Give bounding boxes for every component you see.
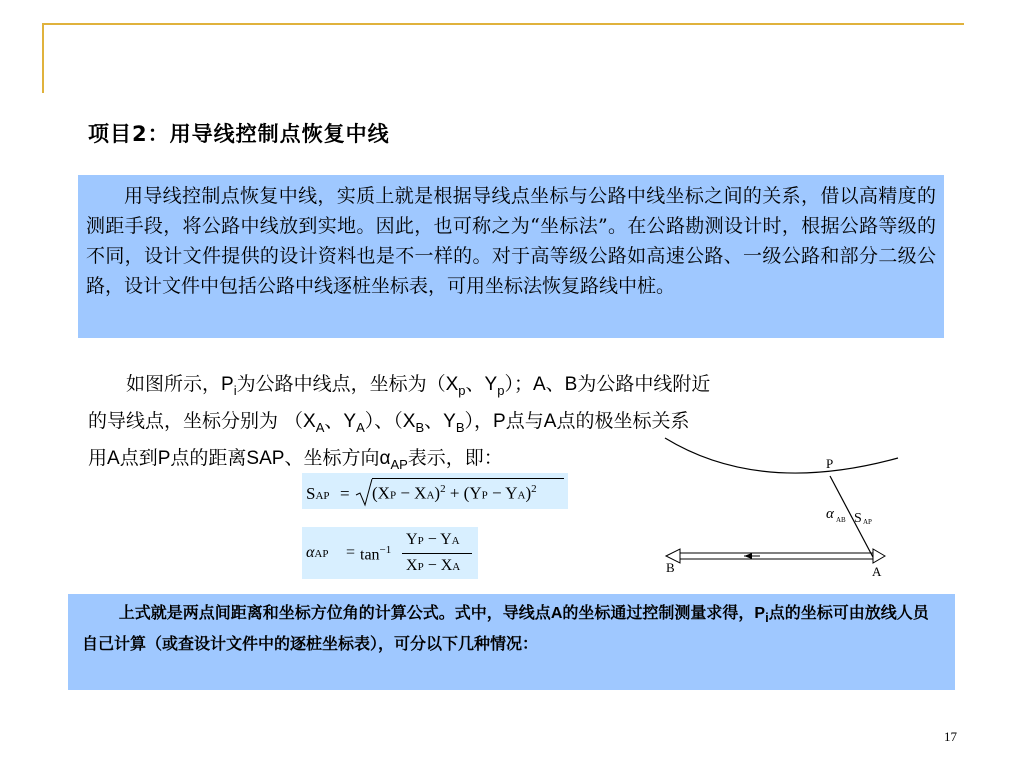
text: A、B [532,374,578,395]
formula-equals: = [346,544,356,561]
left-border-line [42,23,44,93]
conclusion-paragraph [82,600,941,657]
label-s-sub: AP [863,518,872,526]
text: p [458,382,466,398]
text: P [221,374,234,395]
text: 点的极坐标关系 [556,409,690,432]
text: 如图所示， [126,373,222,395]
text: P [417,535,424,547]
text: tan [360,546,380,564]
formula-symbol-s [306,484,330,504]
text: P [754,605,766,622]
text: 点与 [505,409,544,432]
text: 用 [88,446,108,469]
text: A [452,561,461,573]
text: Y [406,531,418,548]
formula-symbol-alpha [306,544,328,562]
text: (X [372,483,390,503]
label-p: P [826,456,834,471]
arrow-left-icon [744,553,752,559]
fraction-bar [402,553,472,554]
page-number: 17 [944,729,957,744]
text: B [455,419,465,435]
text: AP [390,456,408,472]
text: 、 [324,409,344,432]
top-border-line [42,23,964,25]
distance-formula [302,473,568,509]
label-b: B [666,560,675,575]
formula-arctan [360,544,391,564]
text: 点到 [119,446,158,469]
text: AP [315,490,330,502]
text: S [306,484,316,503]
explanation-line-1 [88,369,938,406]
text: P [493,410,506,432]
label-alpha-sub: AB [836,516,846,524]
label-a: A [872,564,882,579]
text: −1 [379,544,392,556]
label-s: S [854,511,862,526]
text: A [315,419,325,435]
intro-paragraph: 用导线控制点恢复中线，实质上就是根据导线点坐标与公路中线坐标之间的关系，借以高精度的测距手段，将公路中线放到实地。因此，也可称之为“坐标法”。在公路勘测设计时，根据公路等级的不同，设计文件提供的设计资料也是不一样的。对于高等级公路如高速公路、一级公路和部分二级公路，设计文件中包括公路中线逐桩坐标表，可用坐标法恢复路线中桩。 [86,185,936,297]
text: X [402,410,416,432]
text: 为公路中线附近 [577,373,711,395]
text: ）、（ [364,409,403,432]
text: 2 [440,483,446,495]
text: 点的距离 [170,446,247,469]
text: 为公路中线点，坐标为（ [236,373,446,395]
text: − Y [423,531,452,548]
text: A [550,605,563,622]
text: 、 [424,409,444,432]
text: + [449,483,460,503]
text: 、坐标方向 [284,446,380,469]
text: − X [396,483,427,503]
text: ）， [464,409,494,432]
text: (Y [463,483,482,503]
text: ) [525,483,532,503]
label-alpha: α [826,506,834,522]
azimuth-formula [302,527,478,579]
arrow-a-icon [873,549,885,563]
text: 的导线点，坐标分别为 （ [88,409,304,432]
text: A [107,447,120,469]
text: A [426,489,435,502]
text: A [543,410,557,432]
text: X [406,557,418,574]
text: B [415,419,425,435]
text: 点的坐标可由放线人员自己计算（或查设计文件中的逐桩坐标表），可分以下几种情况： [82,603,929,654]
formula-numerator [406,531,460,549]
text: 2 [531,483,537,495]
text: P [481,489,488,502]
text: 的坐标通过控制测量求得， [562,603,755,622]
slide-title: 项目2：用导线控制点恢复中线 [88,122,390,146]
text: X [303,410,316,432]
text: P [157,447,171,469]
geometry-diagram [660,436,900,586]
text: 表示，即： [407,446,503,469]
text: P [389,489,397,502]
text: p [497,382,505,398]
text: i [233,382,237,398]
text: AP [314,548,329,560]
text: 上式就是两点间距离和坐标方位角的计算公式。式中，导线点 [118,603,551,622]
text: ）； [504,373,533,395]
text: Y [484,374,498,395]
text: − X [423,557,453,574]
formula-denominator [406,557,460,575]
sqrt-bar [372,478,564,479]
text: i [765,610,769,626]
text: A [517,489,526,502]
text: − Y [487,483,518,503]
formula-equals: = [340,484,350,503]
conclusion-text-box [68,594,955,690]
formula-radicand [372,483,537,504]
text: SAP [246,447,285,469]
text: ) [434,483,441,503]
road-centerline-curve [665,438,898,473]
sqrt-icon [354,477,374,507]
text: Y [343,410,357,432]
text: P [417,561,424,573]
intro-text-box [78,175,944,338]
text: α [306,544,315,561]
text: X [445,374,459,395]
text: α [379,447,391,469]
text: A [451,535,460,547]
text: 、 [465,373,485,395]
text: Y [443,410,456,432]
text: A [356,419,365,435]
